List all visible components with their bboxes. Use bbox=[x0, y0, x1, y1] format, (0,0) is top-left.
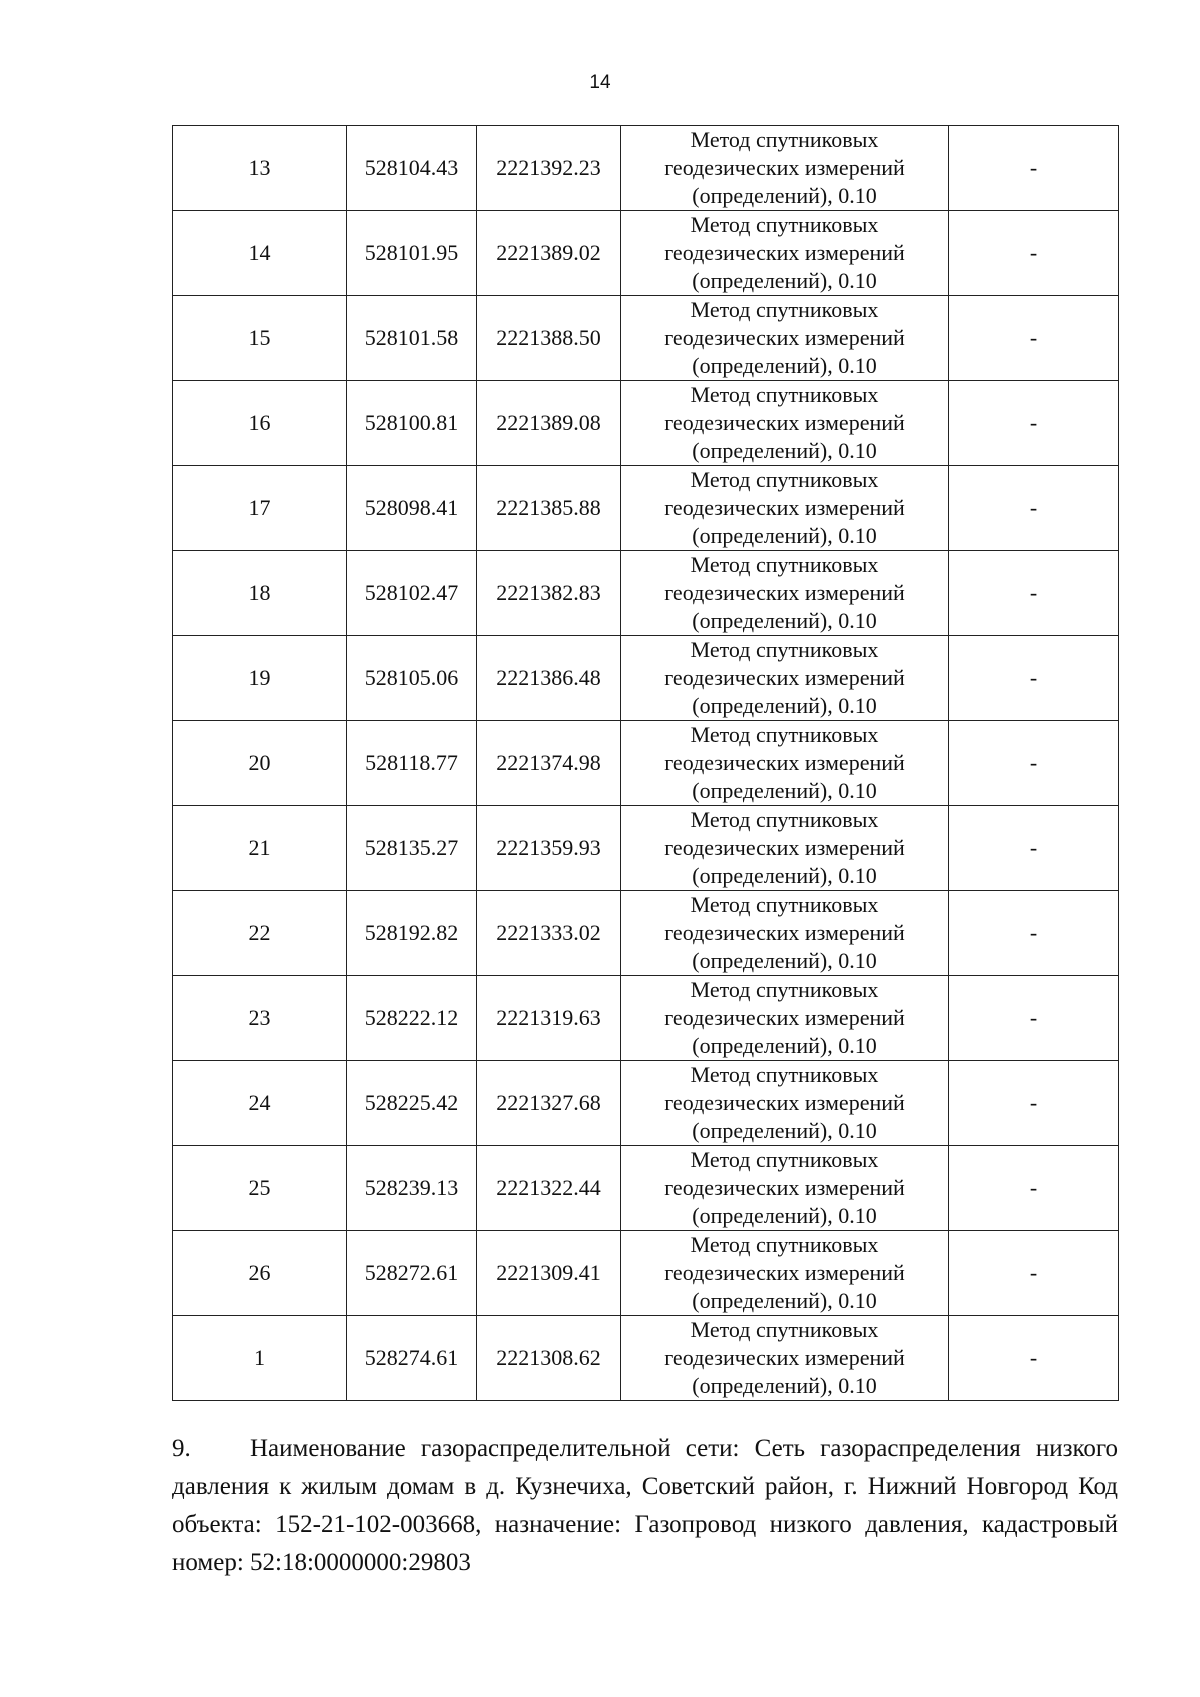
x-coordinate-cell: 528102.47 bbox=[347, 551, 477, 636]
y-coordinate-cell: 2221319.63 bbox=[477, 976, 621, 1061]
note-cell: - bbox=[949, 381, 1119, 466]
x-coordinate-cell: 528272.61 bbox=[347, 1231, 477, 1316]
method-line: Метод спутниковых bbox=[690, 1147, 879, 1172]
point-number-cell: 22 bbox=[173, 891, 347, 976]
table-row bbox=[173, 1316, 1119, 1401]
point-number-cell: 14 bbox=[173, 211, 347, 296]
method-line: Метод спутниковых bbox=[690, 297, 879, 322]
coordinates-table bbox=[172, 125, 1119, 1401]
method-line: геодезических измерений bbox=[664, 410, 905, 435]
section-9 bbox=[172, 1430, 1118, 1582]
table-row bbox=[173, 721, 1119, 806]
method-line: геодезических измерений bbox=[664, 920, 905, 945]
point-number-cell: 17 bbox=[173, 466, 347, 551]
note-cell: - bbox=[949, 551, 1119, 636]
point-number-cell: 23 bbox=[173, 976, 347, 1061]
method-line: (определений), 0.10 bbox=[692, 1373, 877, 1398]
note-cell: - bbox=[949, 806, 1119, 891]
point-number-cell: 15 bbox=[173, 296, 347, 381]
method-cell bbox=[621, 806, 949, 891]
x-coordinate-cell: 528118.77 bbox=[347, 721, 477, 806]
table-row bbox=[173, 211, 1119, 296]
x-coordinate-cell: 528098.41 bbox=[347, 466, 477, 551]
y-coordinate-cell: 2221382.83 bbox=[477, 551, 621, 636]
method-cell bbox=[621, 126, 949, 211]
method-cell bbox=[621, 1061, 949, 1146]
method-cell bbox=[621, 296, 949, 381]
method-line: геодезических измерений bbox=[664, 1090, 905, 1115]
y-coordinate-cell: 2221374.98 bbox=[477, 721, 621, 806]
point-number-cell: 25 bbox=[173, 1146, 347, 1231]
y-coordinate-cell: 2221389.02 bbox=[477, 211, 621, 296]
x-coordinate-cell: 528135.27 bbox=[347, 806, 477, 891]
method-cell bbox=[621, 1146, 949, 1231]
section-number: 9. bbox=[172, 1435, 191, 1462]
method-line: геодезических измерений bbox=[664, 1175, 905, 1200]
point-number-cell: 1 bbox=[173, 1316, 347, 1401]
y-coordinate-cell: 2221385.88 bbox=[477, 466, 621, 551]
method-cell bbox=[621, 1231, 949, 1316]
table-row bbox=[173, 636, 1119, 721]
method-line: Метод спутниковых bbox=[690, 552, 879, 577]
point-number-cell: 16 bbox=[173, 381, 347, 466]
y-coordinate-cell: 2221388.50 bbox=[477, 296, 621, 381]
y-coordinate-cell: 2221308.62 bbox=[477, 1316, 621, 1401]
method-line: геодезических измерений bbox=[664, 1005, 905, 1030]
note-cell: - bbox=[949, 1061, 1119, 1146]
x-coordinate-cell: 528104.43 bbox=[347, 126, 477, 211]
method-line: (определений), 0.10 bbox=[692, 693, 877, 718]
table-row bbox=[173, 1061, 1119, 1146]
y-coordinate-cell: 2221359.93 bbox=[477, 806, 621, 891]
method-line: Метод спутниковых bbox=[690, 127, 879, 152]
point-number-cell: 20 bbox=[173, 721, 347, 806]
y-coordinate-cell: 2221327.68 bbox=[477, 1061, 621, 1146]
note-cell: - bbox=[949, 1231, 1119, 1316]
table-row bbox=[173, 296, 1119, 381]
note-cell: - bbox=[949, 1146, 1119, 1231]
method-line: (определений), 0.10 bbox=[692, 1288, 877, 1313]
y-coordinate-cell: 2221322.44 bbox=[477, 1146, 621, 1231]
method-line: геодезических измерений bbox=[664, 155, 905, 180]
method-line: Метод спутниковых bbox=[690, 1232, 879, 1257]
method-line: Метод спутниковых bbox=[690, 1062, 879, 1087]
y-coordinate-cell: 2221333.02 bbox=[477, 891, 621, 976]
method-line: геодезических измерений bbox=[664, 1345, 905, 1370]
note-cell: - bbox=[949, 891, 1119, 976]
x-coordinate-cell: 528192.82 bbox=[347, 891, 477, 976]
method-line: (определений), 0.10 bbox=[692, 778, 877, 803]
y-coordinate-cell: 2221386.48 bbox=[477, 636, 621, 721]
table-row bbox=[173, 1146, 1119, 1231]
y-coordinate-cell: 2221392.23 bbox=[477, 126, 621, 211]
method-line: геодезических измерений bbox=[664, 240, 905, 265]
note-cell: - bbox=[949, 976, 1119, 1061]
method-line: Метод спутниковых bbox=[690, 382, 879, 407]
x-coordinate-cell: 528101.95 bbox=[347, 211, 477, 296]
point-number-cell: 19 bbox=[173, 636, 347, 721]
method-line: (определений), 0.10 bbox=[692, 183, 877, 208]
point-number-cell: 21 bbox=[173, 806, 347, 891]
x-coordinate-cell: 528225.42 bbox=[347, 1061, 477, 1146]
section-text: Наименование газораспределительной сети: Сеть газораспределения низкого давления к жилым домам в д. Кузнечиха, Советский район, г. Нижний Новгород Код объекта: 152-21-102-003668, назначение: Газопровод низкого давления, кадастровый номер: 52:18:0000000:29803 bbox=[172, 1435, 1118, 1576]
point-number-cell: 18 bbox=[173, 551, 347, 636]
table-row bbox=[173, 1231, 1119, 1316]
method-line: геодезических измерений bbox=[664, 580, 905, 605]
method-line: (определений), 0.10 bbox=[692, 863, 877, 888]
method-cell bbox=[621, 211, 949, 296]
note-cell: - bbox=[949, 296, 1119, 381]
x-coordinate-cell: 528222.12 bbox=[347, 976, 477, 1061]
y-coordinate-cell: 2221389.08 bbox=[477, 381, 621, 466]
y-coordinate-cell: 2221309.41 bbox=[477, 1231, 621, 1316]
note-cell: - bbox=[949, 636, 1119, 721]
table-row bbox=[173, 976, 1119, 1061]
table-row bbox=[173, 466, 1119, 551]
method-line: (определений), 0.10 bbox=[692, 438, 877, 463]
method-line: (определений), 0.10 bbox=[692, 268, 877, 293]
method-cell bbox=[621, 891, 949, 976]
x-coordinate-cell: 528100.81 bbox=[347, 381, 477, 466]
page-number: 14 bbox=[589, 72, 611, 93]
method-line: Метод спутниковых bbox=[690, 467, 879, 492]
method-line: геодезических измерений bbox=[664, 835, 905, 860]
point-number-cell: 13 bbox=[173, 126, 347, 211]
method-line: Метод спутниковых bbox=[690, 1317, 879, 1342]
method-line: Метод спутниковых bbox=[690, 807, 879, 832]
note-cell: - bbox=[949, 126, 1119, 211]
table-row bbox=[173, 126, 1119, 211]
method-line: геодезических измерений bbox=[664, 1260, 905, 1285]
method-line: (определений), 0.10 bbox=[692, 1203, 877, 1228]
method-cell bbox=[621, 1316, 949, 1401]
note-cell: - bbox=[949, 1316, 1119, 1401]
note-cell: - bbox=[949, 466, 1119, 551]
method-line: геодезических измерений bbox=[664, 495, 905, 520]
method-line: Метод спутниковых bbox=[690, 892, 879, 917]
method-cell bbox=[621, 976, 949, 1061]
method-line: геодезических измерений bbox=[664, 325, 905, 350]
method-line: (определений), 0.10 bbox=[692, 523, 877, 548]
method-line: геодезических измерений bbox=[664, 750, 905, 775]
coordinates-table-body bbox=[173, 126, 1119, 1401]
method-line: Метод спутниковых bbox=[690, 722, 879, 747]
method-line: (определений), 0.10 bbox=[692, 1118, 877, 1143]
method-cell bbox=[621, 466, 949, 551]
table-row bbox=[173, 551, 1119, 636]
x-coordinate-cell: 528274.61 bbox=[347, 1316, 477, 1401]
method-line: Метод спутниковых bbox=[690, 977, 879, 1002]
method-line: геодезических измерений bbox=[664, 665, 905, 690]
note-cell: - bbox=[949, 211, 1119, 296]
method-cell bbox=[621, 381, 949, 466]
point-number-cell: 26 bbox=[173, 1231, 347, 1316]
x-coordinate-cell: 528239.13 bbox=[347, 1146, 477, 1231]
method-cell bbox=[621, 721, 949, 806]
method-line: (определений), 0.10 bbox=[692, 1033, 877, 1058]
method-cell bbox=[621, 551, 949, 636]
point-number-cell: 24 bbox=[173, 1061, 347, 1146]
table-row bbox=[173, 891, 1119, 976]
note-cell: - bbox=[949, 721, 1119, 806]
table-row bbox=[173, 806, 1119, 891]
x-coordinate-cell: 528101.58 bbox=[347, 296, 477, 381]
method-line: (определений), 0.10 bbox=[692, 353, 877, 378]
method-line: (определений), 0.10 bbox=[692, 948, 877, 973]
method-line: Метод спутниковых bbox=[690, 637, 879, 662]
method-line: (определений), 0.10 bbox=[692, 608, 877, 633]
method-cell bbox=[621, 636, 949, 721]
x-coordinate-cell: 528105.06 bbox=[347, 636, 477, 721]
method-line: Метод спутниковых bbox=[690, 212, 879, 237]
table-row bbox=[173, 381, 1119, 466]
